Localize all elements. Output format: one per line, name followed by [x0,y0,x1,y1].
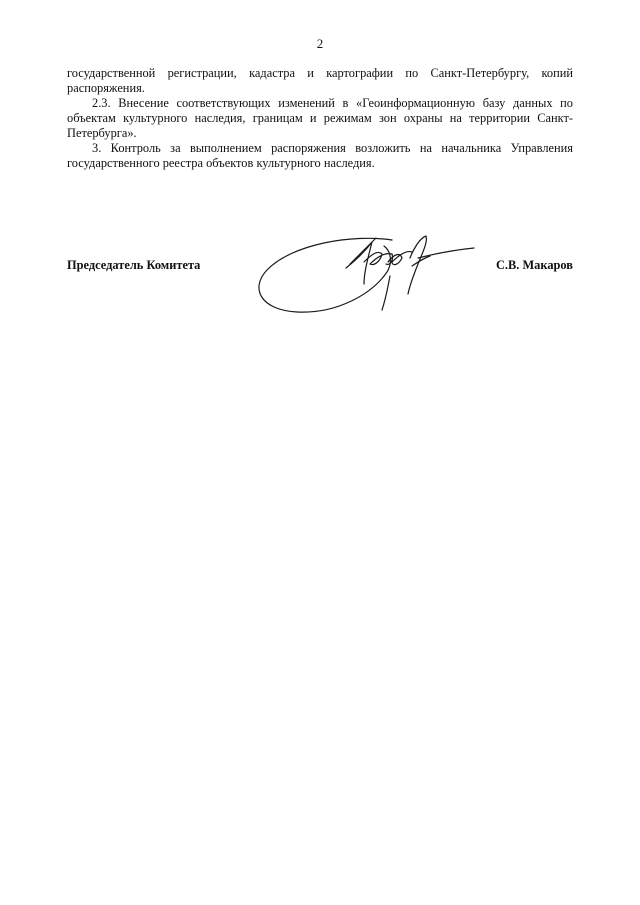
signature-block [67,250,573,330]
signer-name: С.В. Макаров [495,258,573,272]
document-body [67,66,573,171]
paragraph-3: 3. Контроль за выполнением распоряжения возложить на начальника Управления государственного реестра объектов культурного наследия. [67,141,573,170]
page-number: 2 [316,36,324,51]
paragraph-continuation: государственной регистрации, кадастра и картографии по Санкт-Петербургу, копий распоряжения. [67,66,573,95]
signer-position: Председатель Комитета [67,258,201,272]
paragraph-2-3: 2.3. Внесение соответствующих изменений в «Геоинформационную базу данных по объектам культурного наследия, границам и режимам зон охраны на территории Санкт-Петербурга». [67,96,573,140]
handwritten-signature-icon [242,232,482,332]
